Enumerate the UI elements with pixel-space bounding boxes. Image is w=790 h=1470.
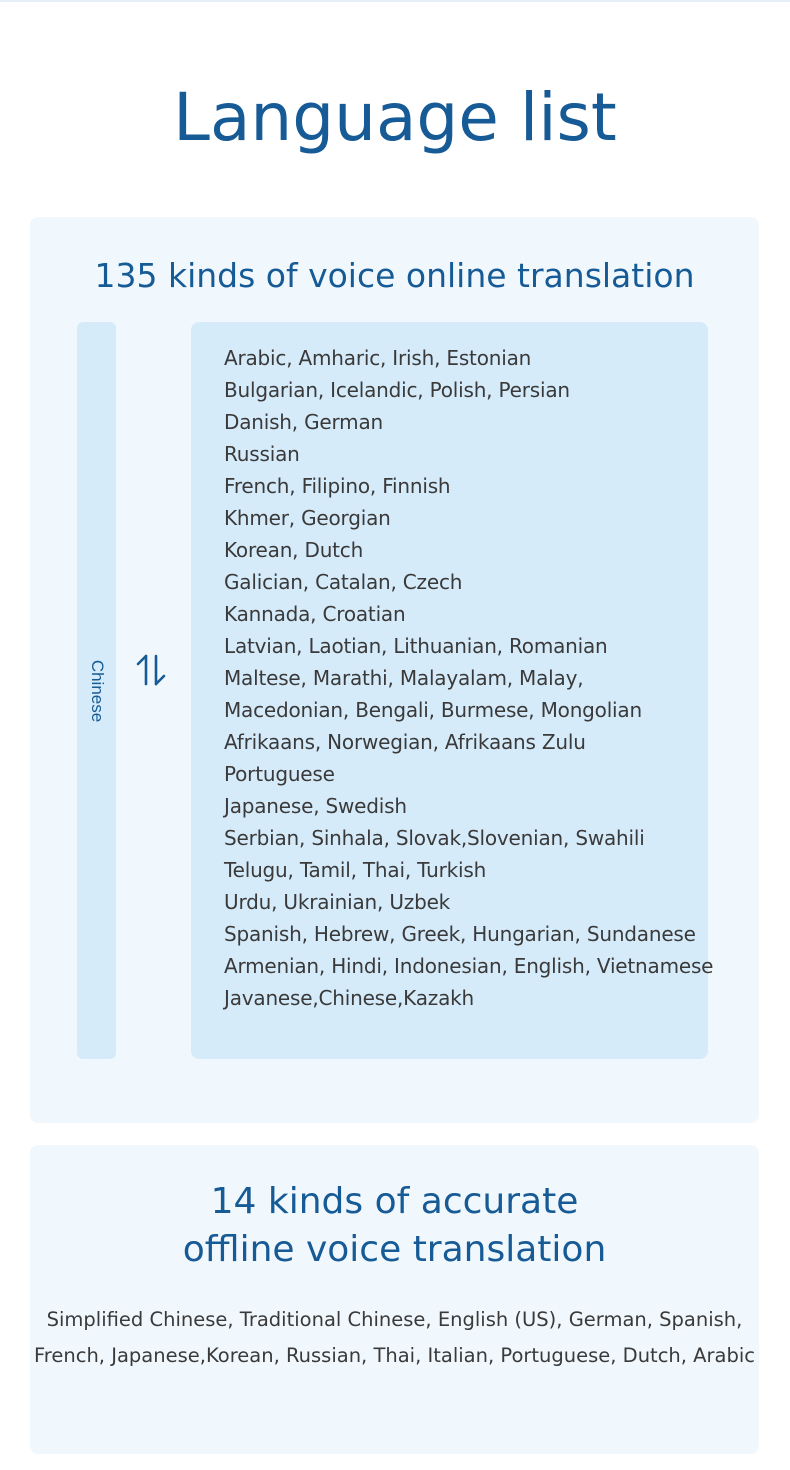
language-row: Urdu, Ukrainian, Uzbek xyxy=(224,890,451,914)
language-row: Javanese,Chinese,Kazakh xyxy=(224,986,474,1010)
language-row: Danish, German xyxy=(224,410,383,434)
language-row: French, Filipino, Finnish xyxy=(224,474,451,498)
language-row: Portuguese xyxy=(224,762,335,786)
offline-language-line-1: Simplified Chinese, Traditional Chinese, English (US), German, Spanish, xyxy=(46,1308,743,1331)
language-row: Spanish, Hebrew, Greek, Hungarian, Sundanese xyxy=(224,922,696,946)
language-row: Japanese, Swedish xyxy=(224,794,407,818)
page-title: Language list xyxy=(173,79,617,156)
language-row: Kannada, Croatian xyxy=(224,602,406,626)
source-language-label: Chinese xyxy=(87,659,107,722)
offline-language-line-2: French, Japanese,Korean, Russian, Thai, Italian, Portuguese, Dutch, Arabic xyxy=(33,1344,755,1367)
top-divider xyxy=(0,0,790,2)
language-row: Russian xyxy=(224,442,300,466)
source-language-pill xyxy=(77,322,116,1059)
online-language-list xyxy=(224,342,713,1014)
swap-arrows-icon xyxy=(133,651,169,689)
online-translation-card xyxy=(30,217,759,1123)
language-row: Maltese, Marathi, Malayalam, Malay, xyxy=(224,666,584,690)
language-row: Khmer, Georgian xyxy=(224,506,391,530)
offline-title-line-1: 14 kinds of accurate xyxy=(210,1181,579,1222)
online-section-title: 135 kinds of voice online translation xyxy=(94,256,695,295)
language-row: Telugu, Tamil, Thai, Turkish xyxy=(224,858,487,882)
offline-translation-card xyxy=(30,1145,759,1454)
language-row: Latvian, Laotian, Lithuanian, Romanian xyxy=(224,634,608,658)
language-row: Korean, Dutch xyxy=(224,538,364,562)
language-row: Galician, Catalan, Czech xyxy=(224,570,463,594)
online-language-list-panel xyxy=(191,322,714,1059)
language-row: Macedonian, Bengali, Burmese, Mongolian xyxy=(224,698,642,722)
offline-language-text xyxy=(30,1302,759,1374)
language-row: Serbian, Sinhala, Slovak,Slovenian, Swahili xyxy=(224,826,645,850)
language-row: Arabic, Amharic, Irish, Estonian xyxy=(224,346,532,370)
offline-title-line-2: offline voice translation xyxy=(182,1229,607,1270)
language-row: Bulgarian, Icelandic, Polish, Persian xyxy=(224,378,570,402)
language-row: Afrikaans, Norwegian, Afrikaans Zulu xyxy=(224,730,586,754)
language-row: Armenian, Hindi, Indonesian, English, Vietnamese xyxy=(224,954,714,978)
offline-section-title xyxy=(30,1178,759,1274)
